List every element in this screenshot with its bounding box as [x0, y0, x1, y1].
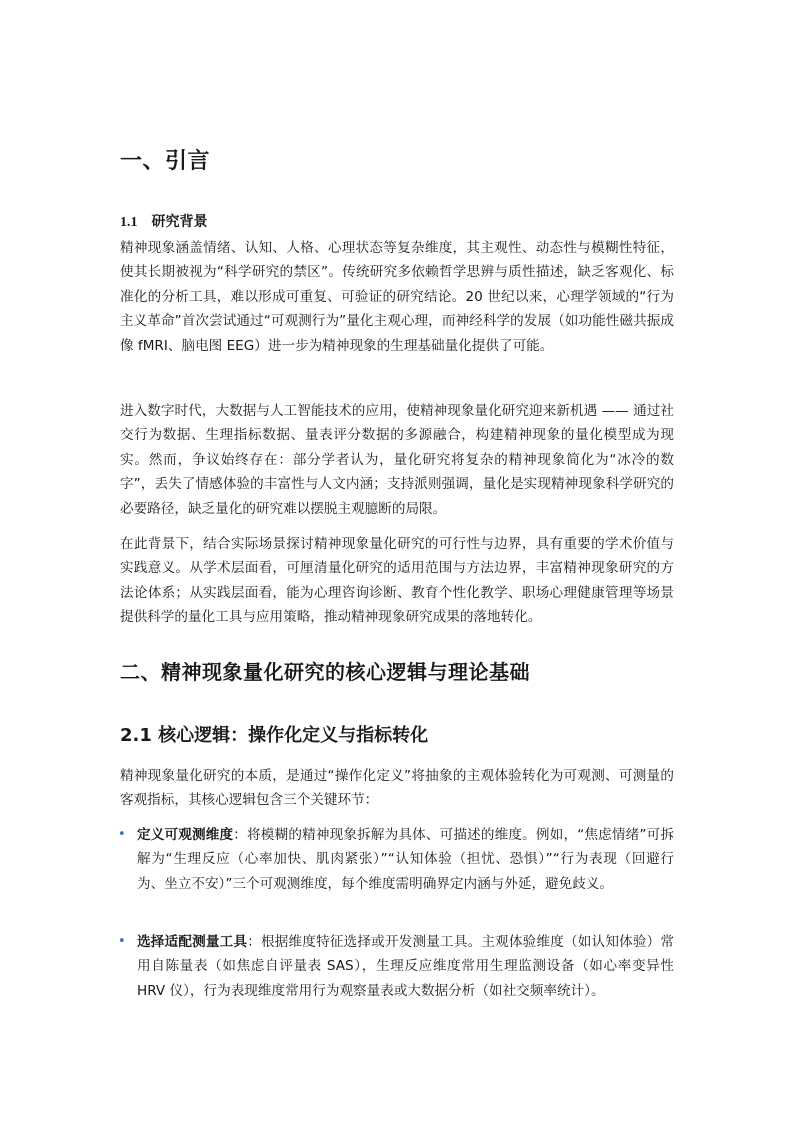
section-heading-core-logic: 二、精神现象量化研究的核心逻辑与理论基础 [120, 660, 530, 684]
subsection-heading-background [120, 211, 208, 231]
paragraph-background-2: 进入数字时代，大数据与人工智能技术的应用，使精神现象量化研究迎来新机遇 —— 通过社交行为数据、生理指标数据、量表评分数据的多源融合，构建精神现象的量化模型成为现实。然而，争议始终存在：部分学者认为，量化研究将复杂的精神现象简化为“冰冷的数字”，丢失了情感体验的丰富性与人文内涵；支持派则强调，量化是实现精神现象科学研究的必要路径，缺乏量化的研究难以摆脱主观臆断的局限。 [120, 403, 674, 517]
list-item-text: ：根据维度特征选择或开发测量工具。主观体验维度（如认知体验）常用自陈量表（如焦虑自评量表 SAS），生理反应维度常用生理监测设备（如心率变异性 HRV 仪），行为表现维度常用行为观察量表或大数据分析（如社交频率统计）。 [137, 934, 675, 999]
subsection-heading-operationalization: 2.1 核心逻辑：操作化定义与指标转化 [120, 725, 429, 746]
section-heading-introduction: 一、引言 [120, 149, 211, 174]
list-item [118, 823, 674, 896]
list-item-text: ：将模糊的精神现象拆解为具体、可描述的维度。例如，“焦虑情绪”可拆解为“生理反应（心率加快、肌肉紧张）”“认知体验（担忧、恐惧）”“行为表现（回避行为、坐立不安）”三个可观测维度，每个维度需明确界定内涵与外延，避免歧义。 [137, 827, 674, 892]
bullet-list [118, 930, 674, 1003]
bullet-list [118, 823, 674, 896]
list-item-term: 选择适配测量工具 [137, 934, 248, 950]
list-item-term: 定义可观测维度 [137, 827, 234, 843]
paragraph-background-1: 精神现象涵盖情绪、认知、人格、心理状态等复杂维度，其主观性、动态性与模糊性特征，使其长期被视为“科学研究的禁区”。传统研究多依赖哲学思辨与质性描述，缺乏客观化、标准化的分析工具，难以形成可重复、可验证的研究结论。20 世纪以来，心理学领域的“行为主义革命”首次尝试通过“可观测行为”量化主观心理，而神经科学的发展（如功能性磁共振成像 fMRI、脑电图 EEG）进一步为精神现象的生理基础量化提供了可能。 [120, 240, 674, 354]
subsection-number: 1.1 [120, 215, 138, 230]
bullet-icon: • [118, 827, 126, 842]
subsection-title: 研究背景 [151, 214, 208, 230]
paragraph-background-3: 在此背景下，结合实际场景探讨精神现象量化研究的可行性与边界，具有重要的学术价值与实践意义。从学术层面看，可厘清量化研究的适用范围与方法边界，丰富精神现象研究的方法论体系；从实践层面看，能为心理咨询诊断、教育个性化教学、职场心理健康管理等场景提供科学的量化工具与应用策略，推动精神现象研究成果的落地转化。 [120, 536, 674, 626]
bullet-icon: • [118, 934, 126, 949]
list-item [118, 930, 674, 1003]
paragraph-core-logic-intro: 精神现象量化研究的本质，是通过“操作化定义”将抽象的主观体验转化为可观测、可测量的客观指标，其核心逻辑包含三个关键环节： [120, 768, 674, 809]
